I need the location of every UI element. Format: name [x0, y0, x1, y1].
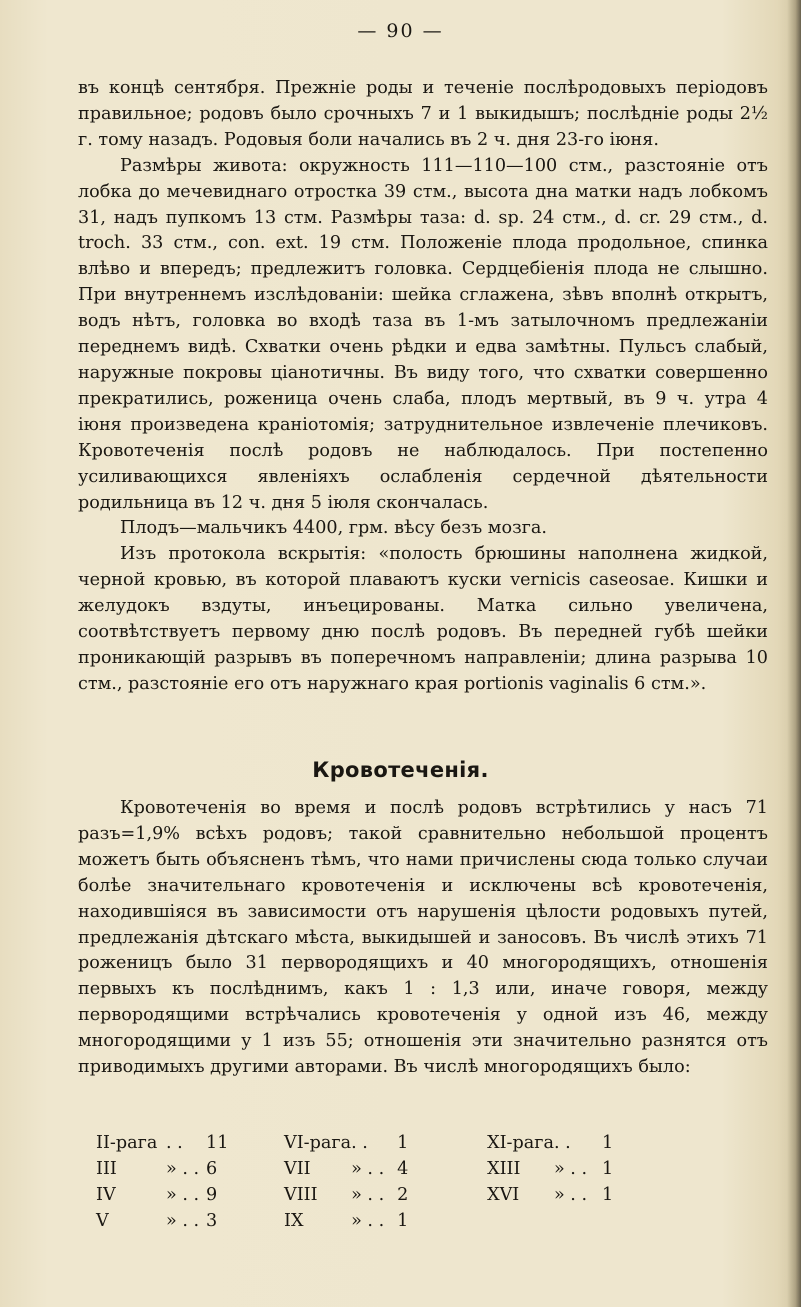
table-cell-value: 11	[206, 1133, 229, 1153]
table-row	[96, 1209, 622, 1235]
table-cell-dots: . .	[351, 1133, 368, 1153]
table-cell-dots: . .	[553, 1133, 571, 1153]
table-cell-label: IV	[96, 1184, 116, 1205]
table-cell-label: XI-рага	[487, 1133, 554, 1153]
table-cell-dots: » . .	[553, 1184, 588, 1205]
para-count-table	[96, 1131, 622, 1235]
table-cell-value	[602, 1209, 622, 1235]
table-cell-value: 1	[397, 1133, 409, 1153]
table-cell-label: VII	[284, 1158, 311, 1179]
table-cell-label: III	[96, 1158, 117, 1179]
paragraph: Изъ протокола вскрытія: «полость брюшины наполнена жидкой, черной кровью, въ которой плаваютъ куски vernicis caseosae. Кишки и желудокъ вздуты, инъецированы. Матка сильно увеличена, соотвѣтствуетъ первому дню послѣ родовъ. Въ передней губѣ шейки проникающій разрывъ въ поперечномъ направленіи; длина разрыва 10 стм., разстояніе его отъ наружнаго края portionis vaginalis 6 стм.».	[78, 544, 768, 694]
table-cell-value: 1	[601, 1158, 614, 1179]
table-cell-value: 6	[206, 1158, 218, 1179]
paragraph: Плодъ—мальчикъ 4400, грм. вѣсу безъ мозга.	[120, 518, 547, 539]
table-row	[96, 1157, 622, 1183]
page-number: — 90 —	[357, 20, 444, 42]
table-cell-value: 1	[601, 1133, 614, 1153]
table-cell-label: VI-рага	[284, 1133, 352, 1153]
page-binding-shadow	[787, 0, 801, 1307]
table-cell-value: 2	[397, 1184, 409, 1205]
table-cell-dots: » . .	[553, 1158, 588, 1179]
table-cell-label: II-рага	[96, 1133, 158, 1153]
table-cell-value: 4	[397, 1158, 409, 1179]
table-cell-label: IX	[284, 1210, 304, 1231]
table-cell-dots: » . .	[351, 1158, 385, 1179]
table-cell-dots: » . .	[166, 1158, 200, 1179]
table-cell-label: XIII	[487, 1158, 521, 1179]
paragraph: въ концѣ сентября. Прежніе роды и теченіе послѣродовыхъ періодовъ правильное; родовъ было срочныхъ 7 и 1 выкидышъ; послѣдніе роды 2½ г. тому назадъ. Родовыя боли начались въ 2 ч. дня 23-го іюня.	[78, 78, 768, 150]
table-cell-value: 1	[397, 1210, 409, 1231]
table-cell-dots	[554, 1209, 602, 1235]
table-cell-label: XVI	[487, 1184, 520, 1205]
table-row	[96, 1183, 622, 1209]
table-cell-dots: » . .	[351, 1210, 385, 1231]
paragraph: Размѣры живота: окружность 111—110—100 стм., разстояніе отъ лобка до мечевиднаго отростка 39 стм., высота дна матки надъ лобкомъ 31, надъ пупкомъ 13 стм. Размѣры таза: d. sp. 24 стм., d. cr. 29 стм., d. troch. 33 стм., con. ext. 19 стм. Положеніе плода продольное, спинка влѣво и впередъ; предлежитъ головка. Сердцебіенія плода не слышно. При внутреннемъ изслѣдованіи: шейка сглажена, зѣвъ вполнѣ открытъ, водъ нѣтъ, головка во входѣ таза въ 1-мъ затылочномъ предлежаніи переднемъ видѣ. Схватки очень рѣдки и едва замѣтны. Пульсъ слабый, наружные покровы ціанотичны. Въ виду того, что схватки совершенно прекратились, роженица очень слаба, плодъ мертвый, въ 9 ч. утра 4 іюня произведена краніотомія; затруднительное извлеченіе плечиковъ. Кровотеченія послѣ родовъ не наблюдалось. При постепенно усиливающихся явленіяхъ ослабленія сердечной дѣятельности родильница въ 12 ч. дня 5 іюля скончалась.	[78, 155, 768, 513]
table-cell-dots: » . .	[166, 1210, 200, 1231]
table-cell-label	[487, 1209, 554, 1235]
table-cell-dots: » . .	[351, 1184, 385, 1205]
body-text-top	[78, 76, 768, 698]
table-cell-value: 9	[206, 1184, 218, 1205]
table-cell-value: 1	[601, 1184, 614, 1205]
table-cell-dots: » . .	[166, 1184, 200, 1205]
section-heading: Кровотеченія.	[312, 758, 489, 782]
table-cell-label: VIII	[284, 1184, 318, 1205]
table-cell-dots: . .	[166, 1133, 183, 1153]
table-cell-value: 3	[206, 1210, 218, 1231]
table-row	[96, 1131, 622, 1157]
paragraph: Кровотеченія во время и послѣ родовъ встрѣтились у насъ 71 разъ=1,9% всѣхъ родовъ; такой сравнительно небольшой процентъ можетъ быть объясненъ тѣмъ, что нами причислены сюда только случаи болѣе значительнаго кровотеченія и исключены всѣ кровотеченія, находившіяся въ зависимости отъ нарушенія цѣлости родовыхъ путей, предлежанія дѣтскаго мѣста, выкидышей и заносовъ. Въ числѣ этихъ 71 роженицъ было 31 первородящихъ и 40 многородящихъ, отношенія первыхъ къ послѣднимъ, какъ 1 : 1,3 или, иначе говоря, между первородящими встрѣчались кровотеченія у одной изъ 46, между многородящими у 1 изъ 55; отношенія эти значительно разнятся отъ приводимыхъ другими авторами. Въ числѣ многородящихъ было:	[78, 798, 768, 1078]
table-cell-label: V	[96, 1210, 109, 1231]
body-text-bottom	[78, 796, 768, 1081]
